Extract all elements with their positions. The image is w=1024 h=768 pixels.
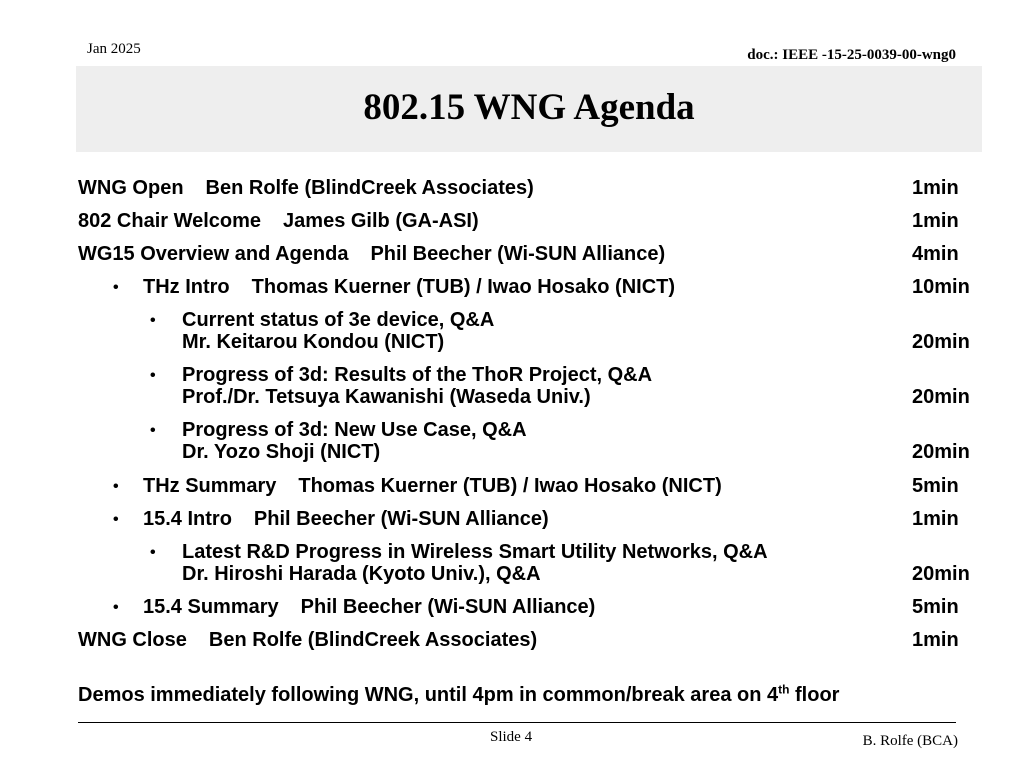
agenda-item-duration: 20min: [912, 563, 970, 585]
agenda-item-duration: 1min: [912, 508, 959, 530]
agenda-item-duration: 20min: [912, 441, 970, 463]
agenda-item-duration: 20min: [912, 331, 970, 353]
agenda-item-title: WNG Open: [78, 177, 184, 199]
agenda-item-speaker: Prof./Dr. Tetsuya Kawanishi (Waseda Univ.): [182, 386, 591, 408]
demos-note: [78, 684, 839, 707]
bullet-icon: •: [150, 367, 156, 384]
agenda-item-title: Progress of 3d: New Use Case, Q&A: [182, 419, 527, 441]
agenda-item-title: THz Summary: [143, 475, 277, 497]
agenda-item-speaker: Thomas Kuerner (TUB) / Iwao Hosako (NICT): [298, 475, 722, 497]
agenda-item-title: 15.4 Intro: [143, 508, 232, 530]
agenda-item-15-4-summary: [143, 596, 595, 618]
agenda-item-duration: 4min: [912, 243, 959, 265]
agenda-item-speaker: Phil Beecher (Wi-SUN Alliance): [300, 596, 596, 618]
demos-suffix: floor: [789, 684, 840, 706]
agenda-item-speaker: Thomas Kuerner (TUB) / Iwao Hosako (NICT): [251, 276, 676, 298]
bullet-icon: •: [113, 599, 119, 616]
agenda-item-duration: 20min: [912, 386, 970, 408]
agenda-item-duration: 1min: [912, 177, 959, 199]
bullet-icon: •: [113, 478, 119, 495]
demos-text: Demos immediately following WNG, until 4pm in common/break area on 4: [78, 684, 779, 706]
document-id: doc.: IEEE -15-25-0039-00-wng0: [747, 47, 956, 63]
agenda-item-thz-summary: [143, 475, 722, 497]
agenda-item-speaker: Dr. Yozo Shoji (NICT): [182, 441, 381, 463]
bullet-icon: •: [150, 422, 156, 439]
agenda-item-title: THz Intro: [143, 276, 230, 298]
agenda-item-duration: 1min: [912, 629, 959, 651]
title-band: [76, 66, 982, 152]
footer-author: B. Rolfe (BCA): [862, 733, 958, 749]
agenda-item-15-4-intro: [143, 508, 549, 530]
agenda-item-chair-welcome: [78, 210, 479, 232]
agenda-item-thz-intro: [143, 276, 675, 298]
agenda-item-speaker: Phil Beecher (Wi-SUN Alliance): [370, 243, 666, 265]
agenda-item-speaker: Ben Rolfe (BlindCreek Associates): [205, 177, 534, 199]
agenda-item-title: 802 Chair Welcome: [78, 210, 262, 232]
agenda-item-duration: 1min: [912, 210, 959, 232]
agenda-item-speaker: Mr. Keitarou Kondou (NICT): [182, 331, 445, 353]
agenda-item-wng-close: [78, 629, 537, 651]
agenda-item-wg15-overview: [78, 243, 665, 265]
agenda-item-title: Progress of 3d: Results of the ThoR Project, Q&A: [182, 364, 653, 386]
agenda-item-duration: 5min: [912, 475, 959, 497]
footer-divider: [78, 722, 956, 723]
agenda-item-speaker: James Gilb (GA-ASI): [283, 210, 479, 232]
agenda-item-speaker: Ben Rolfe (BlindCreek Associates): [208, 629, 538, 651]
agenda-item-speaker: Phil Beecher (Wi-SUN Alliance): [253, 508, 549, 530]
demos-sup: th: [778, 682, 790, 697]
bullet-icon: •: [113, 279, 119, 296]
slide-title: 802.15 WNG Agenda: [363, 87, 695, 128]
agenda-item-duration: 5min: [912, 596, 959, 618]
agenda-item-duration: 10min: [912, 276, 970, 298]
agenda-item-title: Current status of 3e device, Q&A: [182, 309, 495, 331]
slide-number: Slide 4: [490, 729, 533, 745]
bullet-icon: •: [150, 544, 156, 561]
agenda-item-speaker: Dr. Hiroshi Harada (Kyoto Univ.), Q&A: [182, 563, 541, 585]
agenda-item-title: WG15 Overview and Agenda: [78, 243, 349, 265]
header-date: Jan 2025: [87, 41, 141, 57]
bullet-icon: •: [113, 511, 119, 528]
agenda-item-wng-open: [78, 177, 534, 199]
agenda-item-title: 15.4 Summary: [143, 596, 279, 618]
agenda-item-title: Latest R&D Progress in Wireless Smart Utility Networks, Q&A: [182, 541, 768, 563]
bullet-icon: •: [150, 312, 156, 329]
agenda-item-title: WNG Close: [78, 629, 187, 651]
